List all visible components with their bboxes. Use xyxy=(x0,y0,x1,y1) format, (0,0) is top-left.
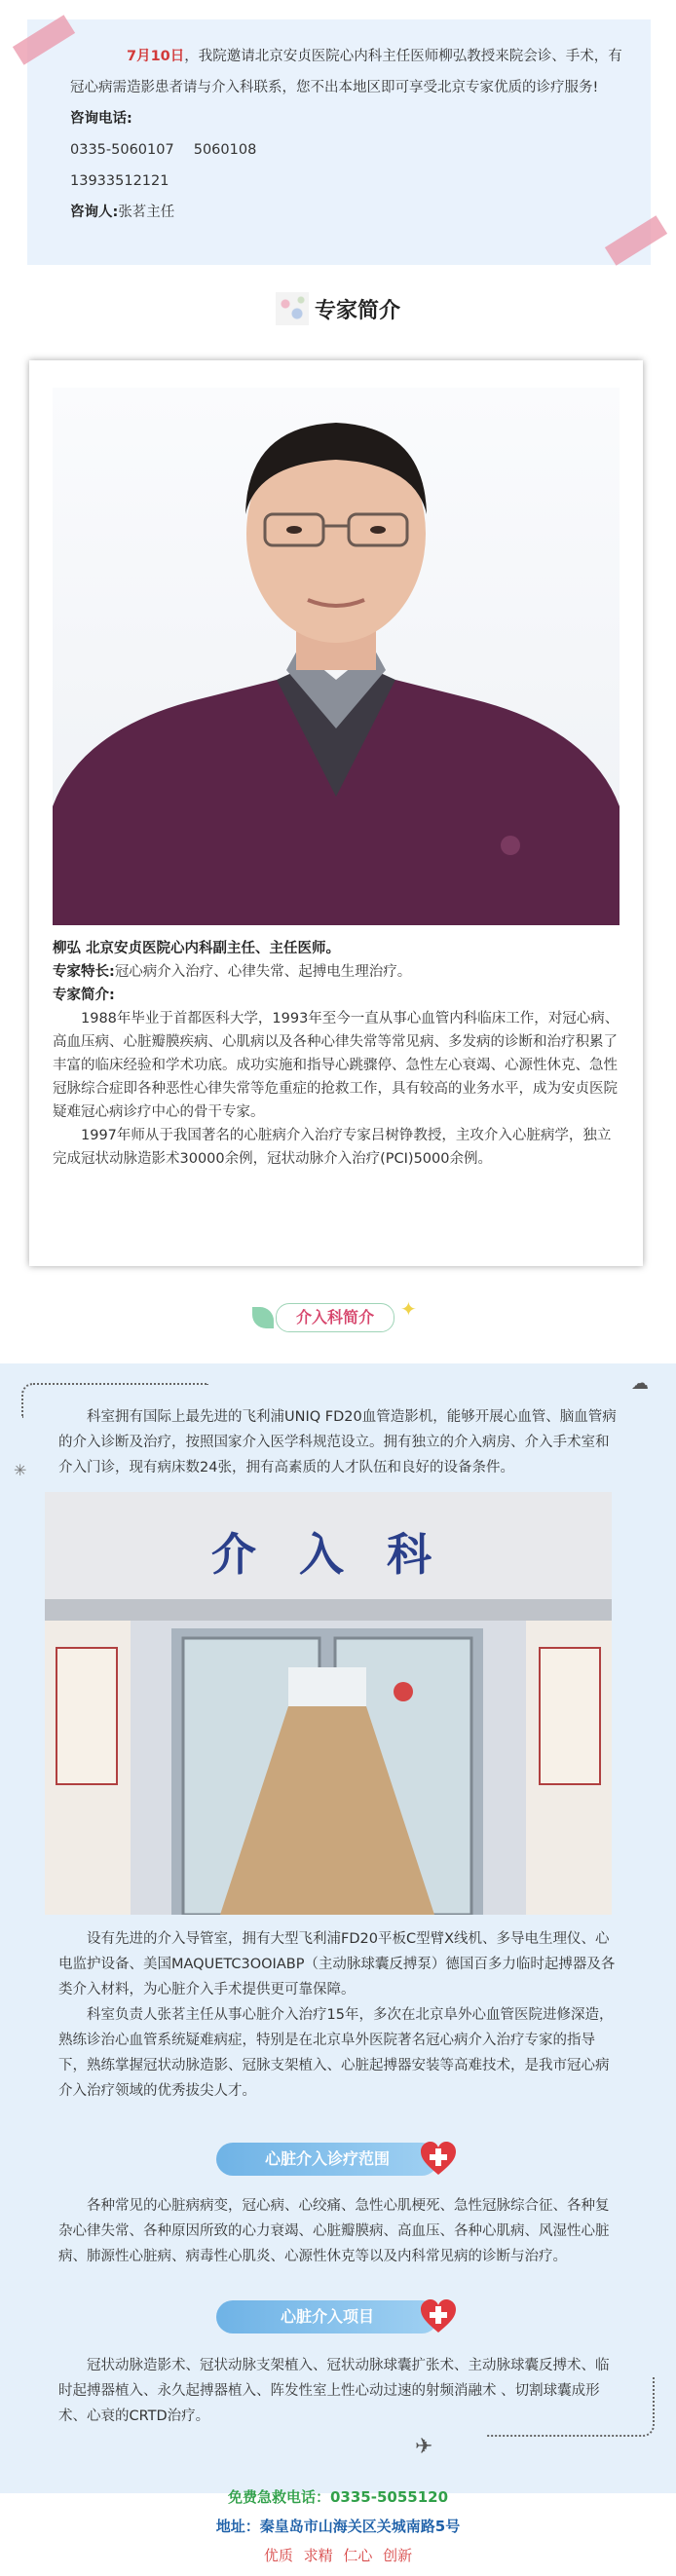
heart-plus-icon xyxy=(419,2297,458,2336)
scope-paragraph: 各种常见的心脏病病变，冠心病、心绞痛、急性心肌梗死、急性冠脉综合征、各种复杂心律失常、各种原因所致的心力衰竭、心脏瓣膜病、高血压、各种心肌病、风湿性心脏病、肺源性心脏病、病毒性心肌炎、心源性休克等以及内科常见病的诊断与治疗。 xyxy=(58,2198,610,2264)
decorative-tape xyxy=(13,15,75,65)
projects-paragraph: 冠状动脉造影术、冠状动脉支架植入、冠状动脉球囊扩张术、主动脉球囊反搏术、临时起搏器植入、永久起搏器植入、阵发性室上性心动过速的射频消融术 、切割球囊成形术、心衰的CRTD治疗。 xyxy=(58,2358,610,2424)
phone-1[interactable]: 0335-5060107 xyxy=(70,142,174,158)
notice-body: ，我院邀请北京安贞医院心内科主任医师柳弘教授来院会诊、手术，有冠心病需造影患者请与介入科联系，您不出本地区即可享受北京专家优质的诊疗服务! xyxy=(70,49,622,95)
intro-label: 专家简介: xyxy=(53,988,115,1003)
projects-text xyxy=(58,2353,618,2429)
notice-date: 7月10日 xyxy=(127,49,185,64)
consult-phones xyxy=(70,134,627,166)
intervention-paragraph-1: 科室拥有国际上最先进的飞利浦UNIQ FD20血管造影机，能够开展心血管、脑血管病的介入诊断及治疗，按照国家介入医学科规范设立。拥有独立的介入病房、介入手术室和介入门诊，现有病床数24张，拥有高素质的人才队伍和良好的设备条件。 xyxy=(58,1409,617,1475)
paper-plane-icon: ✈ xyxy=(415,2435,433,2459)
contact-name: 张茗主任 xyxy=(118,205,175,220)
projects-heading-text: 心脏介入项目 xyxy=(216,2300,438,2333)
address: 地址：秦皇岛市山海关区关城南路5号 xyxy=(215,2518,461,2535)
contact-label: 咨询人: xyxy=(70,205,119,220)
intervention-paragraph-3: 科室负责人张茗主任从事心脏介入治疗15年，多次在北京阜外心血管医院进修深造，熟练诊治心血管系统疑难病症，特别是在北京阜外医院著名冠心病介入治疗专家的指导下，熟练掌握冠状动脉造影、冠脉支架植入、心脏起搏器安装等高难技术，是我市冠心病介入治疗领域的优秀拔尖人才。 xyxy=(58,2007,614,2099)
intervention-intro xyxy=(58,1404,618,1480)
phone-3[interactable]: 13933512121 xyxy=(70,173,169,189)
sparkle-icon: ✦ xyxy=(400,1297,417,1321)
consult-phone-label: 咨询电话: xyxy=(70,111,132,127)
scope-heading-text: 心脏介入诊疗范围 xyxy=(216,2143,438,2176)
doodle-icon xyxy=(276,292,309,325)
heart-plus-icon xyxy=(419,2140,458,2179)
phone-2[interactable]: 5060108 xyxy=(193,142,257,158)
cloud-icon: ☁ xyxy=(631,1373,649,1394)
section-title-text: 专家简介 xyxy=(314,299,400,323)
intervention-heading xyxy=(241,1297,435,1336)
star-icon: ✳ xyxy=(14,1461,27,1479)
expert-card xyxy=(29,360,643,1266)
intervention-heading-text: 介入科简介 xyxy=(276,1303,394,1332)
expert-info xyxy=(53,937,620,1171)
section-title xyxy=(0,292,676,325)
expert-photo xyxy=(53,388,620,925)
motto: 优质 求精 仁心 创新 xyxy=(263,2547,413,2564)
notice-card xyxy=(27,19,651,265)
expert-name-title: 柳弘 北京安贞医院心内科副主任、主任医师。 xyxy=(53,941,341,956)
department-photo xyxy=(45,1492,612,1915)
specialty-label: 专家特长: xyxy=(53,964,115,980)
intro-paragraph-1: 1988年毕业于首都医科大学，1993年至今一直从事心血管内科临床工作，对冠心病、高血压病、心脏瓣膜疾病、心肌病以及各种心律失常等常见病、多发病的诊断和治疗积累了丰富的临床经验和学术功底。成功实施和指导心跳骤停、急性左心衰竭、心源性休克、急性冠脉综合症即各种恶性心律失常等危重症的抢救工作，具有较高的业务水平，成为安贞医院疑难冠心病诊疗中心的骨干专家。 xyxy=(53,1011,620,1120)
leaf-icon xyxy=(252,1307,274,1328)
intro-paragraph-2: 1997年师从于我国著名的心脏病介入治疗专家吕树铮教授，主攻介入心脏病学，独立完成冠状动脉造影术30000余例，冠状动脉介入治疗(PCI)5000余例。 xyxy=(53,1128,612,1167)
specialty-text: 冠心病介入治疗、心律失常、起搏电生理治疗。 xyxy=(114,964,412,980)
intervention-details xyxy=(58,1926,618,2104)
scope-text xyxy=(58,2193,618,2269)
intervention-paragraph-2: 设有先进的介入导管室，拥有大型飞利浦FD20平板C型臂X线机、多导电生理仪、心电监护设备、美国MAQUETC3OOIABP（主动脉球囊反搏泵）德国百多力临时起搏器及各类介入材料，为心脏介入手术提供更可靠保障。 xyxy=(58,1931,616,1997)
emergency-phone[interactable]: 免费急救电话：0335-5055120 xyxy=(227,2488,449,2506)
department-sign: 介 入 科 xyxy=(210,1528,446,1581)
notice-text xyxy=(70,41,627,228)
